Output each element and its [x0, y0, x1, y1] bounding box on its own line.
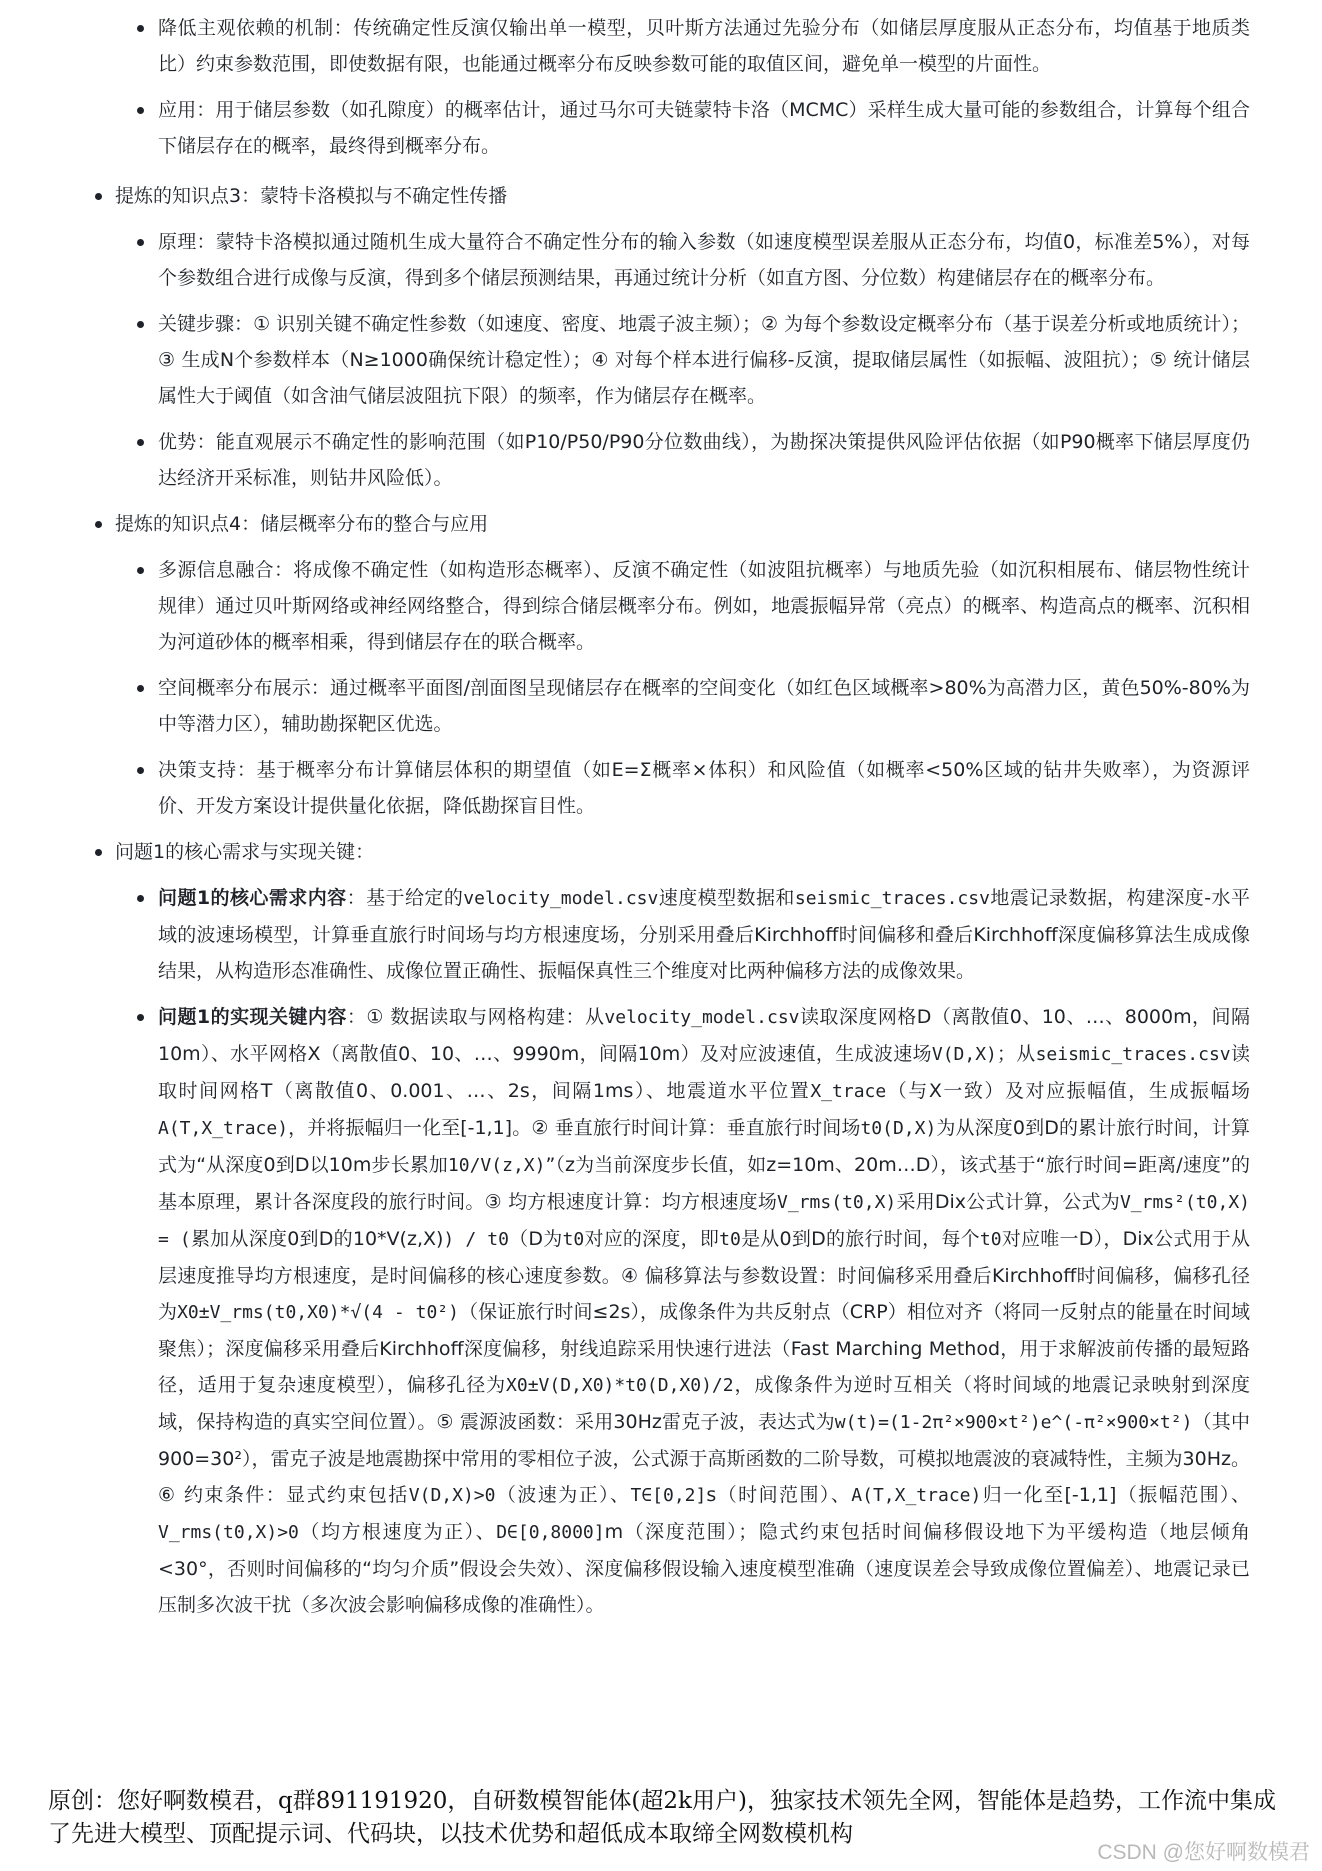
bold-label: 问题1的核心需求内容: [158, 887, 347, 909]
code-span: D∈[0,8000]: [496, 1522, 605, 1543]
text-span: ：基于给定的: [346, 887, 464, 909]
text-span: ；从: [996, 1043, 1036, 1065]
text-span: （均方根速度为正）、: [298, 1521, 497, 1543]
text-span: ：① 数据读取与网格构建：从: [346, 1006, 605, 1028]
code-span: V_rms²(t0,X) = (: [158, 1192, 1250, 1250]
text-span: 降低主观依赖的机制：传统确定性反演仅输出单一模型，贝叶斯方法通过先验分布（如储层厚度服从正态分布，均值基于地质类比）约束参数范围，即使数据有限，也能通过概率分布反映参数可能的取值区间，避免单一模型的片面性。: [158, 17, 1250, 75]
code-span: V_rms(t0,X)>0: [158, 1522, 299, 1543]
list-item: [158, 224, 1250, 296]
text-span: ，并将振幅归一化至[-1,1]。② 垂直旅行时间计算：垂直旅行时间场: [288, 1117, 861, 1139]
text-span: 提炼的知识点4：储层概率分布的整合与应用: [115, 513, 489, 535]
code-span: V(D,X)>0: [408, 1485, 496, 1506]
list-item: [158, 424, 1250, 496]
list-item: [158, 752, 1250, 824]
list-item: [115, 178, 1250, 214]
bold-label: 问题1的实现关键内容: [158, 1006, 347, 1028]
code-span: A(T,X_trace): [158, 1118, 289, 1139]
code-span: X0±V_rms(t0,X0)*√(4 - t0²): [177, 1302, 459, 1323]
list-item: [158, 670, 1250, 742]
code-span: A(T,X_trace): [851, 1485, 982, 1506]
text-span: 速度模型数据和: [658, 887, 795, 909]
text-span: ，成像条件为逆时互相关（将时间域的地震记录映射到深度域，保持构造的真实空间位置）。⑤ 震源波函数：采用30Hz雷克子波，表达式为: [158, 1374, 1250, 1433]
list-item: [158, 999, 1250, 1623]
code-span: T∈[0,2]: [630, 1485, 707, 1506]
code-span: seismic_traces.csv: [1035, 1044, 1231, 1065]
text-span: 对应唯一D），Dix公式用于从层速度推导均方根速度，是时间偏移的核心速度参数。④ 偏移算法与参数设置：时间偏移采用叠后Kirchhoff时间偏移，偏移孔径为: [158, 1228, 1250, 1323]
code-span: w(t)=(1-2π²×900×t²)e^(-π²×900×t²): [834, 1412, 1193, 1433]
text-span: （与X一致）及对应振幅值，生成振幅场: [886, 1080, 1250, 1102]
text-span: 是从0到D的旅行时间，每个: [740, 1228, 980, 1250]
text-span: 应用：用于储层参数（如孔隙度）的概率估计，通过马尔可夫链蒙特卡洛（MCMC）采样生成大量可能的参数组合，计算每个组合下储层存在的概率，最终得到概率分布。: [158, 99, 1250, 157]
code-span: velocity_model.csv: [604, 1007, 800, 1028]
code-span: t0(D,X): [860, 1118, 937, 1139]
code-span: t0: [979, 1229, 1002, 1250]
csdn-watermark: CSDN @您好啊数模君: [1097, 1841, 1310, 1864]
text-span: 读取深度网格D（离散值0、10、…、8000m，间隔10m）、水平网格X（离散值0、10、…、9990m，间隔10m）及对应波速值，生成波速场: [158, 1006, 1250, 1065]
text-span: 累加从深度0到D的10*V(z,X): [190, 1228, 444, 1250]
list-item: [115, 506, 1250, 542]
text-span: 优势：能直观展示不确定性的影响范围（如P10/P50/P90分位数曲线），为勘探决策提供风险评估依据（如P90概率下储层厚度仍达经济开采标准，则钻井风险低）。: [158, 431, 1250, 489]
text-span: s（时间范围）、: [706, 1484, 852, 1506]
text-span: ”（z为当前深度步长值，如z=10m、20m…D），该式基于“旅行时间=距离/速度”的基本原理，累计各深度段的旅行时间。③ 均方根速度计算：均方根速度场: [158, 1154, 1250, 1213]
text-span: （其中900=30²），雷克子波是地震勘探中常用的零相位子波，公式源于高斯函数的二阶导数，可模拟地震波的衰减特性，主频为30Hz。⑥ 约束条件：显式约束包括: [158, 1411, 1250, 1506]
code-span: t0: [719, 1229, 741, 1250]
code-span: V_rms(t0,X): [777, 1192, 897, 1213]
text-span: 地震记录数据，构建深度-水平域的波速场模型，计算垂直旅行时间场与均方根速度场，分别采用叠后Kirchhoff时间偏移和叠后Kirchhoff深度偏移算法生成成像结果，从构造形态准确性、成像位置正确性、振幅保真性三个维度对比两种偏移方法的成像效果。: [158, 887, 1250, 982]
code-span: X_trace: [810, 1081, 887, 1102]
code-span: velocity_model.csv: [463, 888, 659, 909]
text-span: （保证旅行时间≤2s），成像条件为共反射点（CRP）相位对齐（将同一反射点的能量在时间域聚焦）；深度偏移采用叠后Kirchhoff深度偏移，射线追踪采用快速行进法（Fast Marching Method，用于求解波前传播的最短路径，适用于复杂速度模型），偏移孔径为: [158, 1301, 1250, 1396]
text-span: 为从深度0到D的累计旅行时间，计算式为“从深度0到D以10m步长累加: [158, 1117, 1250, 1176]
code-span: 10/V(z,X): [447, 1155, 546, 1176]
list-item: [158, 10, 1250, 82]
text-span: 空间概率分布展示：通过概率平面图/剖面图呈现储层存在概率的空间变化（如红色区域概率>80%为高潜力区，黄色50%-80%为中等潜力区），辅助勘探靶区优选。: [158, 677, 1250, 735]
list-item: [158, 880, 1250, 989]
text-span: （D为: [508, 1228, 563, 1250]
text-span: 关键步骤：① 识别关键不确定性参数（如速度、密度、地震子波主频）；② 为每个参数设定概率分布（基于误差分析或地质统计）；③ 生成N个参数样本（N≥1000确保统计稳定性）；④ 对每个样本进行偏移-反演，提取储层属性（如振幅、波阻抗）；⑤ 统计储层属性大于阈值（如含油气储层波阻抗下限）的频率，作为储层存在概率。: [158, 313, 1250, 407]
code-span: seismic_traces.csv: [794, 888, 990, 909]
list-item: [158, 552, 1250, 660]
code-span: t0: [562, 1229, 585, 1250]
code-span: ) / t0: [443, 1229, 509, 1250]
text-span: （波速为正）、: [495, 1484, 631, 1506]
author-footer: 原创：您好啊数模君，q群891191920，自研数模智能体(超2k用户)，独家技术领先全网，智能体是趋势，工作流中集成了先进大模型、顶配提示词、代码块，以技术优势和超低成本取缔全网数模机构: [48, 1788, 1276, 1847]
list-item: [158, 306, 1250, 414]
list-item: [115, 834, 1250, 870]
text-span: 归一化至[-1,1]（振幅范围）、: [981, 1484, 1250, 1506]
text-span: 读取时间网格T（离散值0、0.001、…、2s，间隔1ms）、地震道水平位置: [158, 1043, 1250, 1102]
text-span: 对应的深度，即: [584, 1228, 720, 1250]
text-span: 多源信息融合：将成像不确定性（如构造形态概率）、反演不确定性（如波阻抗概率）与地质先验（如沉积相展布、储层物性统计规律）通过贝叶斯网络或神经网络整合，得到综合储层概率分布。例如，地震振幅异常（亮点）的概率、构造高点的概率、沉积相为河道砂体的概率相乘，得到储层存在的联合概率。: [158, 559, 1250, 653]
code-span: V(D,X): [931, 1044, 997, 1065]
text-span: 原理：蒙特卡洛模拟通过随机生成大量符合不确定性分布的输入参数（如速度模型误差服从正态分布，均值0，标准差5%），对每个参数组合进行成像与反演，得到多个储层预测结果，再通过统计分析（如直方图、分位数）构建储层存在的概率分布。: [158, 231, 1250, 289]
list-item: [158, 92, 1250, 164]
text-span: 决策支持：基于概率分布计算储层体积的期望值（如E=Σ概率×体积）和风险值（如概率<50%区域的钻井失败率），为资源评价、开发方案设计提供量化依据，降低勘探盲目性。: [158, 759, 1250, 817]
text-span: m（深度范围）；隐式约束包括时间偏移假设地下为平缓构造（地层倾角<30°，否则时间偏移的“均匀介质”假设会失效）、深度偏移假设输入速度模型准确（速度误差会导致成像位置偏差）、地震记录已压制多次波干扰（多次波会影响偏移成像的准确性）。: [158, 1521, 1250, 1616]
text-span: 问题1的核心需求与实现关键：: [115, 841, 375, 863]
text-span: 提炼的知识点3：蒙特卡洛模拟与不确定性传播: [115, 185, 508, 207]
code-span: X0±V(D,X0)*t0(D,X0)/2: [506, 1375, 734, 1396]
text-span: 采用Dix公式计算，公式为: [896, 1191, 1120, 1213]
